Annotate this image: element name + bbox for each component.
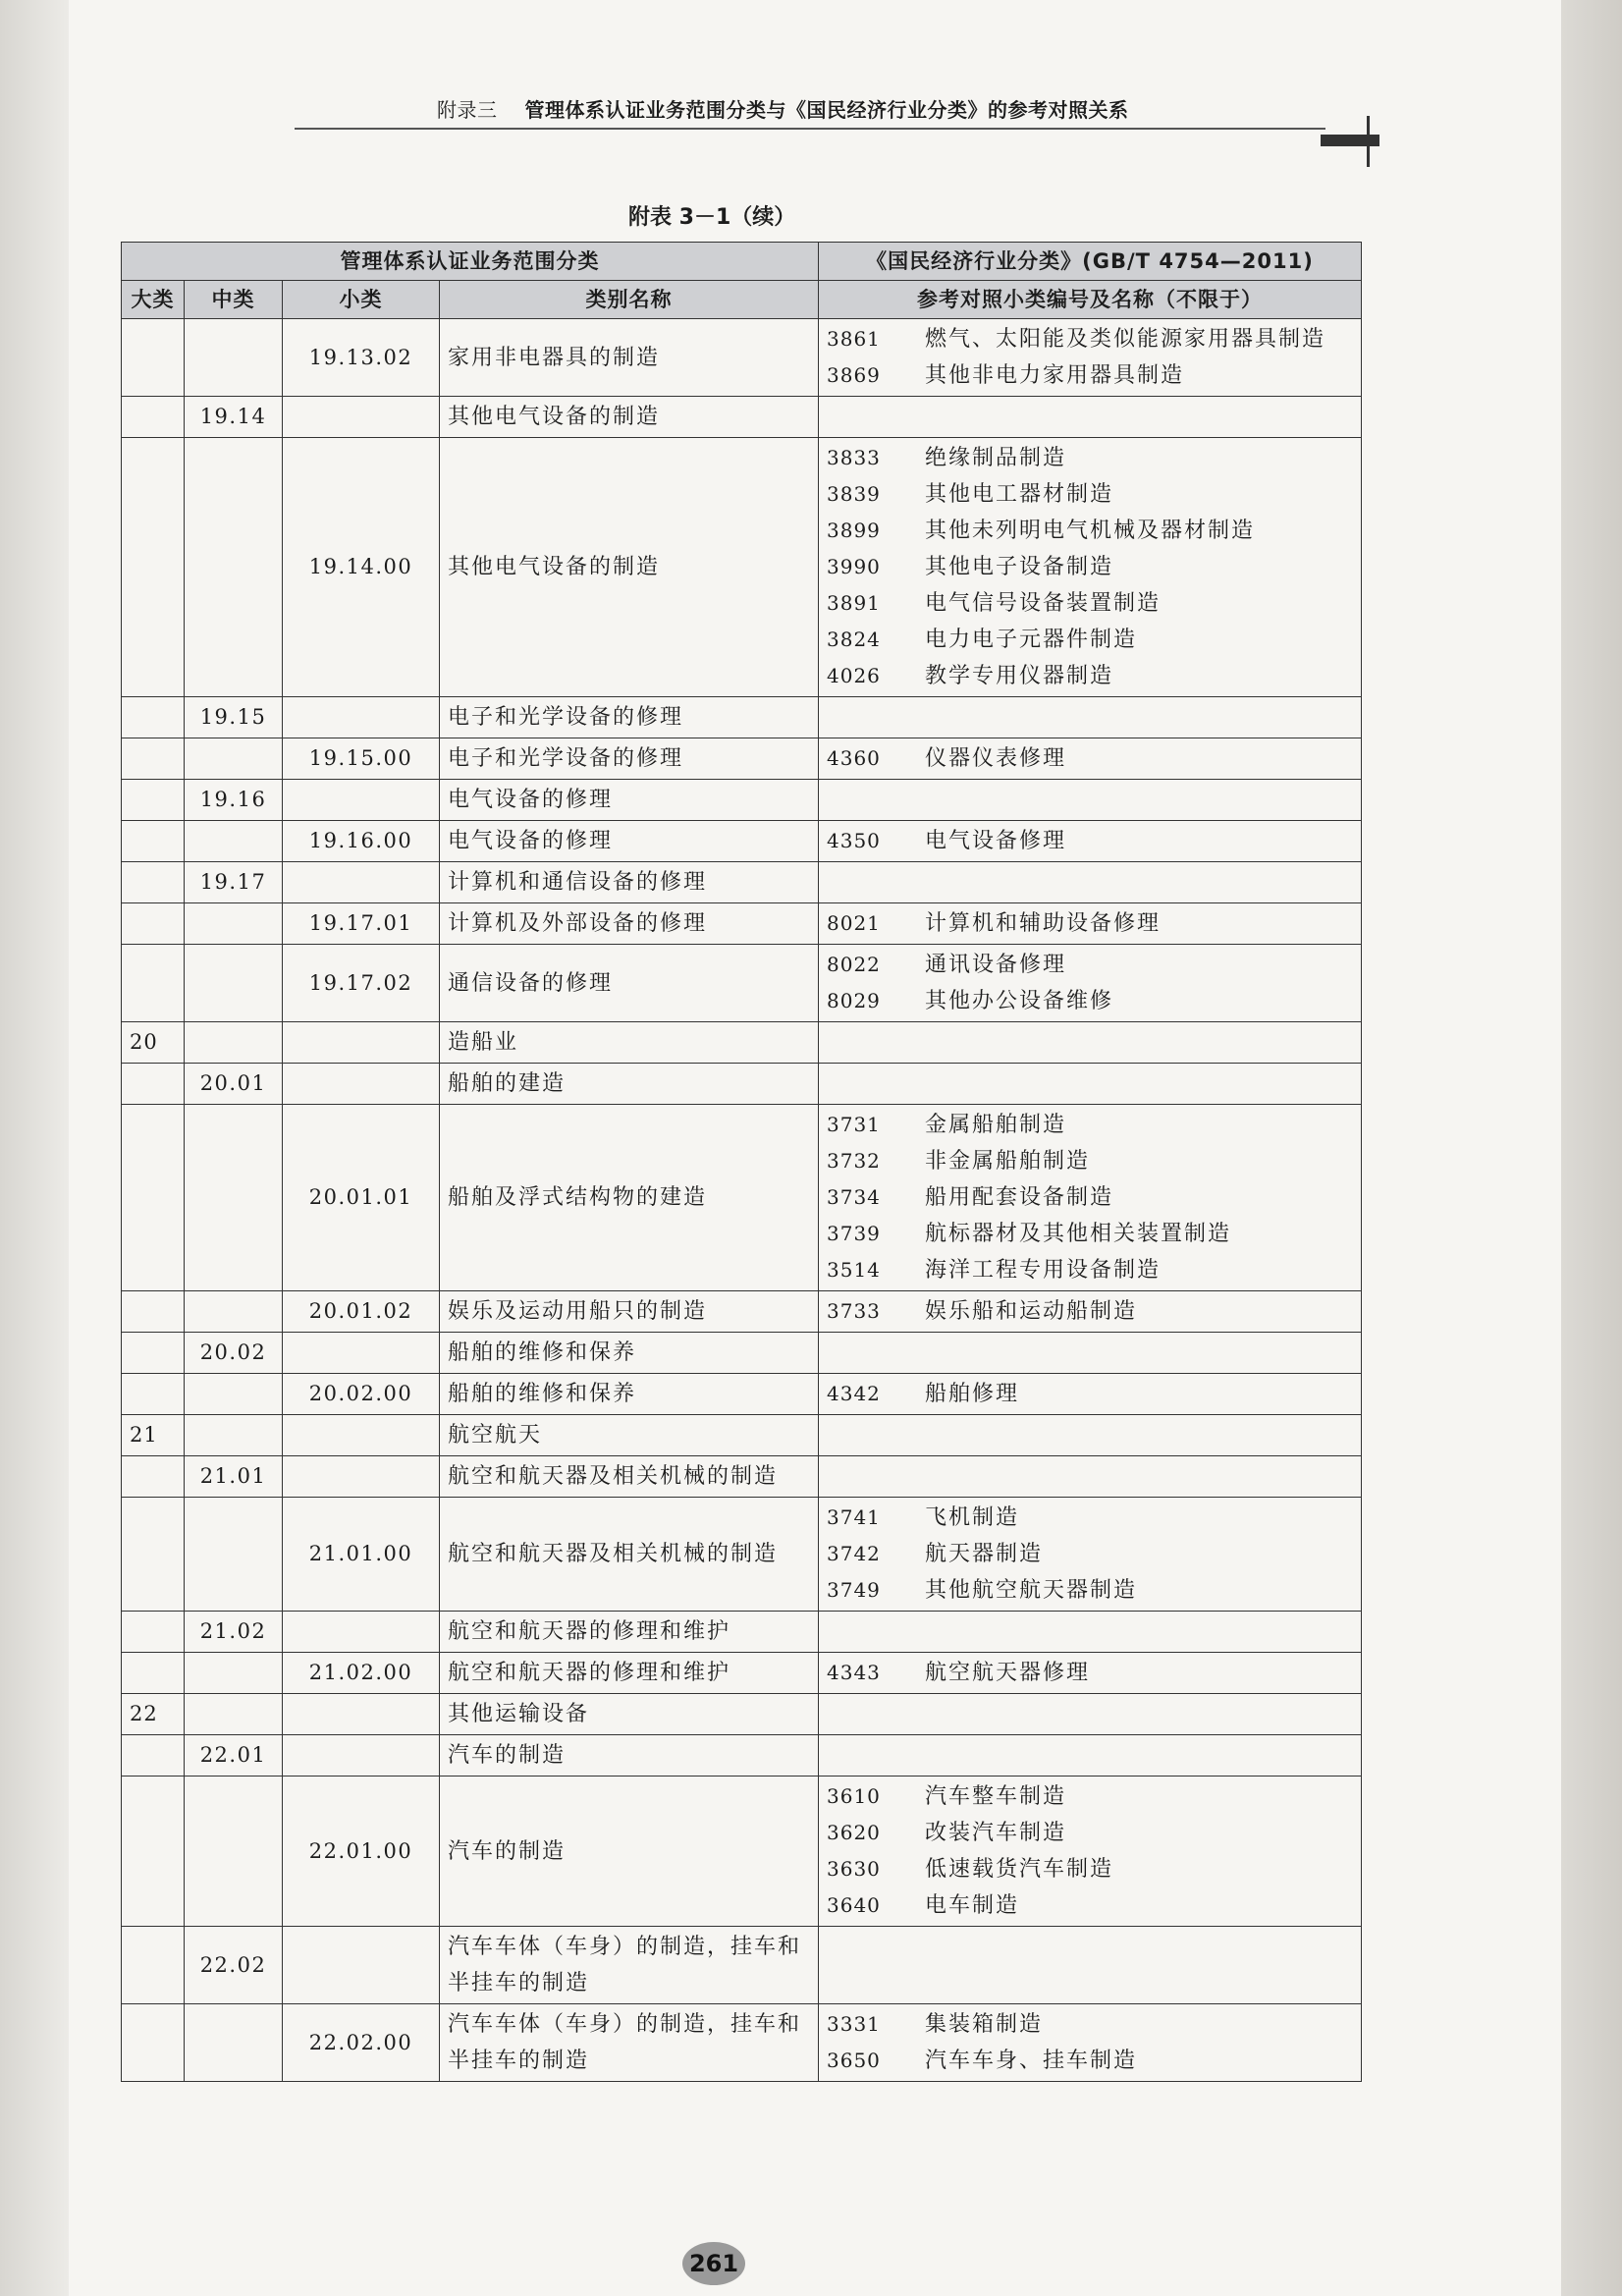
cell-category-name: 航空和航天器的修理和维护	[440, 1612, 819, 1653]
cell-major: 20	[122, 1022, 185, 1064]
reference-list	[827, 1778, 1353, 1924]
reference-code: 4360	[827, 746, 881, 770]
reference-list	[827, 905, 1353, 942]
cell-major	[122, 397, 185, 438]
cell-middle: 21.01	[185, 1456, 283, 1498]
reference-name: 其他非电力家用器具制造	[925, 363, 1185, 388]
reference-item	[827, 905, 1353, 942]
reference-item	[827, 1293, 1353, 1330]
cell-middle	[185, 1374, 283, 1415]
cell-minor	[283, 862, 440, 903]
cell-category-name: 其他运输设备	[440, 1694, 819, 1735]
cell-reference	[819, 1022, 1362, 1064]
reference-name: 计算机和辅助设备修理	[925, 911, 1162, 936]
table-row	[122, 1456, 1362, 1498]
cell-middle	[185, 903, 283, 945]
reference-code: 3630	[827, 1857, 881, 1881]
cell-minor: 22.01.00	[283, 1777, 440, 1927]
appendix-label: 附录三	[437, 98, 498, 122]
reference-name: 绝缘制品制造	[925, 446, 1067, 470]
cell-middle	[185, 1694, 283, 1735]
reference-code: 3514	[827, 1258, 881, 1282]
cell-minor	[283, 1333, 440, 1374]
col-header-middle: 中类	[185, 281, 283, 319]
reference-code: 3734	[827, 1185, 881, 1209]
cell-minor	[283, 697, 440, 738]
table-row	[122, 1333, 1362, 1374]
cell-minor: 19.16.00	[283, 821, 440, 862]
cell-minor	[283, 780, 440, 821]
reference-code: 3899	[827, 519, 881, 542]
reference-item	[827, 585, 1353, 622]
table-row	[122, 1064, 1362, 1105]
reference-item	[827, 357, 1353, 394]
cell-major	[122, 1927, 185, 2004]
cell-minor: 22.02.00	[283, 2004, 440, 2082]
cell-major	[122, 1105, 185, 1291]
cell-minor	[283, 1064, 440, 1105]
cell-category-name: 电子和光学设备的修理	[440, 697, 819, 738]
reference-item	[827, 947, 1353, 983]
cell-major: 21	[122, 1415, 185, 1456]
cell-category-name: 计算机和通信设备的修理	[440, 862, 819, 903]
cell-reference	[819, 1927, 1362, 2004]
cell-major	[122, 738, 185, 780]
cell-reference	[819, 1777, 1362, 1927]
reference-name: 低速载货汽车制造	[925, 1857, 1114, 1882]
reference-item	[827, 549, 1353, 585]
reference-item	[827, 1655, 1353, 1691]
table-row	[122, 1653, 1362, 1694]
cell-major	[122, 697, 185, 738]
cell-major	[122, 1498, 185, 1612]
reference-list	[827, 823, 1353, 859]
cell-middle	[185, 1777, 283, 1927]
cell-minor	[283, 1456, 440, 1498]
table-row	[122, 780, 1362, 821]
cell-reference	[819, 1456, 1362, 1498]
reference-name: 其他电子设备制造	[925, 555, 1114, 579]
cell-major	[122, 862, 185, 903]
reference-item	[827, 1179, 1353, 1216]
cell-reference	[819, 738, 1362, 780]
cell-middle: 21.02	[185, 1612, 283, 1653]
cell-major	[122, 903, 185, 945]
reference-list	[827, 440, 1353, 694]
cell-category-name: 电子和光学设备的修理	[440, 738, 819, 780]
cell-minor: 20.01.02	[283, 1291, 440, 1333]
cell-category-name: 航空和航天器及相关机械的制造	[440, 1498, 819, 1612]
reference-code: 8021	[827, 911, 881, 935]
cell-category-name: 电气设备的修理	[440, 780, 819, 821]
reference-item	[827, 1143, 1353, 1179]
reference-code: 3731	[827, 1113, 881, 1136]
table-row	[122, 821, 1362, 862]
cell-reference	[819, 1415, 1362, 1456]
running-title: 管理体系认证业务范围分类与《国民经济行业分类》的参考对照关系	[524, 98, 1129, 122]
cell-major	[122, 780, 185, 821]
table-row	[122, 1612, 1362, 1653]
cell-major	[122, 1456, 185, 1498]
reference-item	[827, 321, 1353, 357]
reference-name: 汽车车身、挂车制造	[925, 2049, 1138, 2073]
cell-middle	[185, 2004, 283, 2082]
reference-code: 3732	[827, 1149, 881, 1173]
reference-item	[827, 1107, 1353, 1143]
cell-middle: 20.02	[185, 1333, 283, 1374]
reference-list	[827, 1107, 1353, 1288]
reference-item	[827, 513, 1353, 549]
book-spine	[0, 0, 69, 2296]
table-row	[122, 2004, 1362, 2082]
reference-item	[827, 983, 1353, 1019]
reference-name: 航空航天器修理	[925, 1661, 1091, 1685]
col-header-minor: 小类	[283, 281, 440, 319]
table-row	[122, 1777, 1362, 1927]
cell-middle: 19.15	[185, 697, 283, 738]
reference-code: 3861	[827, 327, 881, 351]
reference-code: 3749	[827, 1578, 881, 1602]
cell-reference	[819, 945, 1362, 1022]
reference-name: 教学专用仪器制造	[925, 664, 1114, 688]
reference-item	[827, 1252, 1353, 1288]
cell-category-name: 其他电气设备的制造	[440, 438, 819, 697]
page-number: 261	[682, 2242, 745, 2285]
reference-name: 船用配套设备制造	[925, 1185, 1114, 1210]
cell-category-name: 娱乐及运动用船只的制造	[440, 1291, 819, 1333]
group-header-right: 《国民经济行业分类》(GB/T 4754—2011)	[819, 243, 1362, 281]
reference-name: 仪器仪表修理	[925, 746, 1067, 771]
cell-major	[122, 2004, 185, 2082]
cell-middle	[185, 1498, 283, 1612]
reference-code: 3741	[827, 1505, 881, 1529]
cell-category-name: 航空和航天器的修理和维护	[440, 1653, 819, 1694]
cell-middle	[185, 319, 283, 397]
table-row	[122, 1374, 1362, 1415]
table-caption: 附表 3－1（续）	[628, 205, 796, 230]
cell-minor	[283, 1694, 440, 1735]
cell-major: 22	[122, 1694, 185, 1735]
table-row	[122, 1927, 1362, 2004]
table-row	[122, 862, 1362, 903]
cell-minor: 19.14.00	[283, 438, 440, 697]
reference-list	[827, 1655, 1353, 1691]
cell-reference	[819, 697, 1362, 738]
reference-name: 其他电工器材制造	[925, 482, 1114, 507]
reference-list	[827, 321, 1353, 394]
table-row	[122, 1105, 1362, 1291]
table-row	[122, 438, 1362, 697]
cell-major	[122, 1612, 185, 1653]
reference-item	[827, 440, 1353, 476]
cell-category-name: 汽车的制造	[440, 1735, 819, 1777]
reference-name: 飞机制造	[925, 1505, 1020, 1530]
cell-minor	[283, 397, 440, 438]
cell-minor	[283, 1612, 440, 1653]
cell-middle: 20.01	[185, 1064, 283, 1105]
cell-minor	[283, 1022, 440, 1064]
cell-major	[122, 945, 185, 1022]
cell-middle: 22.02	[185, 1927, 283, 2004]
cell-reference	[819, 862, 1362, 903]
cell-category-name: 家用非电器具的制造	[440, 319, 819, 397]
cell-category-name: 汽车车体（车身）的制造，挂车和半挂车的制造	[440, 1927, 819, 2004]
cell-middle	[185, 1415, 283, 1456]
cell-middle	[185, 1105, 283, 1291]
cell-category-name: 通信设备的修理	[440, 945, 819, 1022]
table-row	[122, 903, 1362, 945]
reference-item	[827, 1572, 1353, 1609]
reference-code: 4350	[827, 829, 881, 852]
table-row	[122, 1694, 1362, 1735]
cell-major	[122, 1374, 185, 1415]
reference-name: 燃气、太阳能及类似能源家用器具制造	[925, 327, 1326, 352]
cell-reference	[819, 1735, 1362, 1777]
cell-minor: 20.02.00	[283, 1374, 440, 1415]
table-row	[122, 1022, 1362, 1064]
col-header-ref: 参考对照小类编号及名称（不限于）	[819, 281, 1362, 319]
reference-item	[827, 1815, 1353, 1851]
reference-name: 船舶修理	[925, 1382, 1020, 1406]
cell-reference	[819, 1374, 1362, 1415]
table-body	[122, 319, 1362, 2082]
reference-item	[827, 1778, 1353, 1815]
cell-middle: 19.14	[185, 397, 283, 438]
reference-item	[827, 1536, 1353, 1572]
cell-minor: 19.13.02	[283, 319, 440, 397]
reference-code: 3331	[827, 2012, 881, 2036]
cell-minor: 20.01.01	[283, 1105, 440, 1291]
cell-major	[122, 1291, 185, 1333]
classification-table	[121, 242, 1362, 2082]
cell-reference	[819, 1694, 1362, 1735]
cell-major	[122, 1777, 185, 1927]
cell-minor: 19.17.01	[283, 903, 440, 945]
reference-code: 3990	[827, 555, 881, 578]
reference-name: 金属船舶制造	[925, 1113, 1067, 1137]
reference-name: 海洋工程专用设备制造	[925, 1258, 1162, 1283]
cell-reference	[819, 903, 1362, 945]
reference-item	[827, 2006, 1353, 2043]
cell-category-name: 汽车车体（车身）的制造，挂车和半挂车的制造	[440, 2004, 819, 2082]
reference-list	[827, 1500, 1353, 1609]
cell-middle	[185, 1022, 283, 1064]
cell-reference	[819, 821, 1362, 862]
reference-list	[827, 1293, 1353, 1330]
reference-code: 3839	[827, 482, 881, 506]
cell-minor: 21.01.00	[283, 1498, 440, 1612]
col-header-name: 类别名称	[440, 281, 819, 319]
reference-item	[827, 1851, 1353, 1887]
reference-code: 8022	[827, 953, 881, 976]
cell-major	[122, 319, 185, 397]
reference-item	[827, 1376, 1353, 1412]
reference-name: 汽车整车制造	[925, 1784, 1067, 1809]
cell-category-name: 船舶的维修和保养	[440, 1374, 819, 1415]
cell-category-name: 计算机及外部设备的修理	[440, 903, 819, 945]
reference-code: 3824	[827, 628, 881, 651]
reference-list	[827, 2006, 1353, 2079]
reference-code: 8029	[827, 989, 881, 1012]
table-row	[122, 1415, 1362, 1456]
reference-code: 3620	[827, 1821, 881, 1844]
table-row	[122, 1291, 1362, 1333]
cell-major	[122, 1735, 185, 1777]
reference-name: 其他航空航天器制造	[925, 1578, 1138, 1603]
reference-item	[827, 622, 1353, 658]
cell-reference	[819, 1291, 1362, 1333]
reference-code: 3739	[827, 1222, 881, 1245]
reference-code: 3833	[827, 446, 881, 469]
reference-list	[827, 740, 1353, 777]
cell-middle	[185, 738, 283, 780]
reference-code: 4343	[827, 1661, 881, 1684]
reference-item	[827, 1216, 1353, 1252]
table-row	[122, 1735, 1362, 1777]
cell-category-name: 航空和航天器及相关机械的制造	[440, 1456, 819, 1498]
reference-item	[827, 2043, 1353, 2079]
cell-reference	[819, 397, 1362, 438]
reference-name: 娱乐船和运动船制造	[925, 1299, 1138, 1324]
reference-name: 其他办公设备维修	[925, 989, 1114, 1013]
table-row	[122, 738, 1362, 780]
cell-reference	[819, 1105, 1362, 1291]
cell-reference	[819, 1333, 1362, 1374]
reference-code: 3869	[827, 363, 881, 387]
table-row	[122, 397, 1362, 438]
cell-minor	[283, 1735, 440, 1777]
reference-name: 电气信号设备装置制造	[925, 591, 1162, 616]
cell-reference	[819, 1064, 1362, 1105]
cell-minor	[283, 1415, 440, 1456]
reference-item	[827, 823, 1353, 859]
group-header-left: 管理体系认证业务范围分类	[122, 243, 819, 281]
cell-middle	[185, 438, 283, 697]
cell-category-name: 其他电气设备的制造	[440, 397, 819, 438]
cell-middle	[185, 821, 283, 862]
cell-reference	[819, 1612, 1362, 1653]
header-bar-mark	[1321, 135, 1379, 146]
cell-middle	[185, 1291, 283, 1333]
cell-reference	[819, 1498, 1362, 1612]
cell-minor	[283, 1927, 440, 2004]
reference-name: 电气设备修理	[925, 829, 1067, 853]
running-head	[437, 94, 1321, 123]
cell-major	[122, 1064, 185, 1105]
reference-item	[827, 658, 1353, 694]
reference-name: 电力电子元器件制造	[925, 628, 1138, 652]
cell-reference	[819, 1653, 1362, 1694]
reference-item	[827, 476, 1353, 513]
reference-name: 航标器材及其他相关装置制造	[925, 1222, 1232, 1246]
cell-category-name: 造船业	[440, 1022, 819, 1064]
cell-reference	[819, 780, 1362, 821]
cell-middle: 22.01	[185, 1735, 283, 1777]
reference-code: 3610	[827, 1784, 881, 1808]
header-rule	[295, 128, 1325, 130]
page-edge	[1561, 0, 1622, 2296]
reference-name: 电车制造	[925, 1893, 1020, 1918]
table-row	[122, 697, 1362, 738]
reference-code: 3891	[827, 591, 881, 615]
reference-list	[827, 1376, 1353, 1412]
reference-code: 4342	[827, 1382, 881, 1405]
cell-minor: 19.15.00	[283, 738, 440, 780]
cell-category-name: 船舶及浮式结构物的建造	[440, 1105, 819, 1291]
cell-reference	[819, 319, 1362, 397]
cell-middle: 19.17	[185, 862, 283, 903]
cell-major	[122, 1653, 185, 1694]
cell-category-name: 航空航天	[440, 1415, 819, 1456]
cell-reference	[819, 2004, 1362, 2082]
cell-category-name: 电气设备的修理	[440, 821, 819, 862]
reference-name: 航天器制造	[925, 1542, 1044, 1566]
reference-name: 其他未列明电气机械及器材制造	[925, 519, 1256, 543]
table-row	[122, 319, 1362, 397]
reference-name: 通讯设备修理	[925, 953, 1067, 977]
cell-major	[122, 821, 185, 862]
col-header-major: 大类	[122, 281, 185, 319]
cell-middle	[185, 945, 283, 1022]
cell-reference	[819, 438, 1362, 697]
cell-category-name: 汽车的制造	[440, 1777, 819, 1927]
cell-category-name: 船舶的维修和保养	[440, 1333, 819, 1374]
reference-name: 改装汽车制造	[925, 1821, 1067, 1845]
cell-minor: 21.02.00	[283, 1653, 440, 1694]
cell-middle	[185, 1653, 283, 1694]
reference-name: 集装箱制造	[925, 2012, 1044, 2037]
reference-code: 3733	[827, 1299, 881, 1323]
reference-code: 4026	[827, 664, 881, 687]
header-tick-mark	[1367, 116, 1370, 167]
reference-code: 3742	[827, 1542, 881, 1565]
reference-item	[827, 740, 1353, 777]
cell-major	[122, 1333, 185, 1374]
cell-category-name: 船舶的建造	[440, 1064, 819, 1105]
reference-code: 3640	[827, 1893, 881, 1917]
reference-name: 非金属船舶制造	[925, 1149, 1091, 1174]
cell-major	[122, 438, 185, 697]
reference-code: 3650	[827, 2049, 881, 2072]
table-row	[122, 1498, 1362, 1612]
reference-list	[827, 947, 1353, 1019]
cell-middle: 19.16	[185, 780, 283, 821]
reference-item	[827, 1500, 1353, 1536]
reference-item	[827, 1887, 1353, 1924]
table-row	[122, 945, 1362, 1022]
cell-minor: 19.17.02	[283, 945, 440, 1022]
